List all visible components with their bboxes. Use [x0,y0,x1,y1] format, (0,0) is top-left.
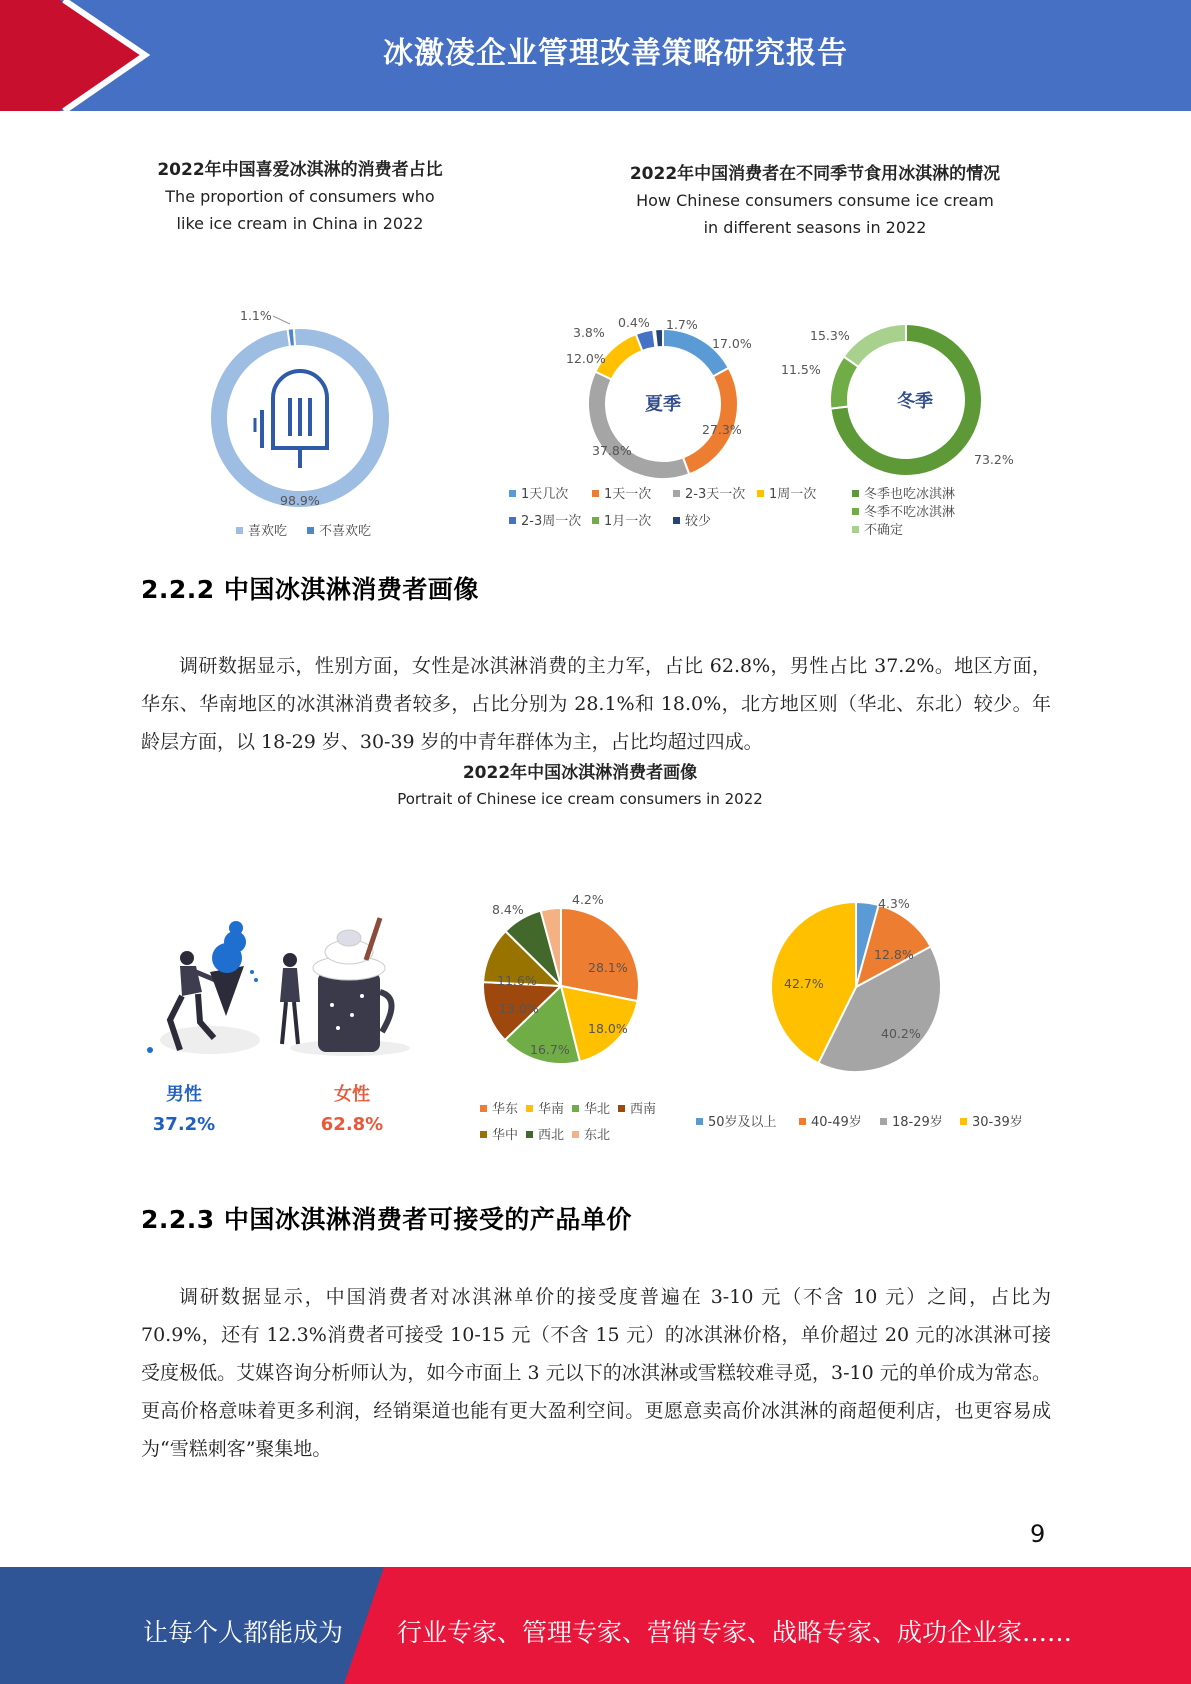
section-222-paragraph: 调研数据显示，性别方面，女性是冰淇淋消费的主力军，占比 62.8%，男性占比 37.2%。地区方面，华东、华南地区的冰淇淋消费者较多，占比分别为 28.1%和 18.0%，北方地区则（华北、东北）较少。年龄层方面，以 18-29 岁、30-39 岁的中青年群体为主，占比均超过四成。 [141,655,1051,753]
region-legend-3: 华北 [584,1102,611,1117]
figure3-title-en: Portrait of Chinese ice cream consumers in 2022 [397,790,763,808]
page-number: 9 [1030,1520,1046,1548]
female-value: 62.8% [320,1114,384,1135]
section-223-paragraph: 调研数据显示，中国消费者对冰淇淋单价的接受度普遍在 3-10 元（不含 10 元）之间，占比为 70.9%，还有 12.3%消费者可接受 10-15 元（不含 15 元）的冰淇淋价格，单价超过 20 元的冰淇淋可接受度极低。艾媒咨询分析师认为，如今市面上 3 元以下的冰淇淋或雪糕较难寻觅，3-10 元的单价成为常态。更高价格意味着更多利润，经销渠道也能有更大盈利空间。更愿意卖高价冰淇淋的商超便利店，也更容易成为“雪糕刺客”聚集地。 [141,1286,1051,1460]
figure3-title [350,761,810,814]
figure1-title-en-1: The proportion of consumers who [165,187,435,206]
age-label-3: 40.2% [881,1026,921,1041]
region-label-7: 4.2% [572,892,604,907]
summer-label-27: 27.3% [702,422,742,437]
male-figure-icon [147,921,260,1054]
figure2-title-en-2: in different seasons in 2022 [703,218,927,237]
figure3-title-cn: 2022年中国冰淇淋消费者画像 [462,763,698,783]
age-label-4: 42.7% [784,976,824,991]
summer-label-17small: 1.7% [666,317,698,332]
female-figure-icon [280,918,410,1056]
summer-label-3: 3.8% [573,325,605,340]
region-label-6: 8.4% [492,902,524,917]
region-label-1: 28.1% [588,960,628,975]
summer-slice-7 [655,329,663,347]
region-legend-2: 华南 [538,1102,565,1117]
page-header [0,0,1191,111]
like-label-big: 98.9% [280,493,320,508]
footer-right-text: 行业专家、管理专家、营销专家、战略专家、成功企业家…… [397,1618,1073,1647]
summer-slice-3 [588,372,689,479]
like-legend [236,523,371,539]
winter-center-label: 冬季 [897,391,933,412]
summer-legend-item-3: 2-3天一次 [685,487,746,502]
winter-label-73: 73.2% [974,452,1014,467]
like-label-small: 1.1% [240,308,272,323]
winter-legend-item-3: 不确定 [864,523,904,538]
summer-label-12: 12.0% [566,351,606,366]
winter-legend-item-1: 冬季也吃冰淇淋 [864,487,956,502]
gender-illustration [140,910,430,1060]
region-legend-1: 华东 [492,1102,519,1117]
age-legend-2: 40-49岁 [811,1115,862,1130]
age-label-1: 4.3% [878,896,910,911]
male-value: 37.2% [152,1114,216,1135]
summer-legend-item-1: 1天几次 [521,487,569,502]
region-label-3: 16.7% [530,1042,570,1057]
age-label-2: 12.8% [874,947,914,962]
region-legend-7: 东北 [584,1128,611,1143]
summer-legend-item-6: 1月一次 [604,514,652,529]
summer-label-17: 17.0% [712,336,752,351]
winter-legend [852,486,955,538]
summer-legend-item-2: 1天一次 [604,487,652,502]
like-ice-cream-slice-2 [288,328,295,346]
like-legend-item-1: 喜欢吃 [248,524,288,539]
top-charts [0,290,1191,550]
summer-label-04: 0.4% [618,315,650,330]
age-legend-4: 30-39岁 [972,1115,1023,1130]
region-slice-1 [561,908,639,1001]
summer-center-label: 夏季 [645,394,681,415]
winter-legend-item-2: 冬季不吃冰淇淋 [864,505,956,520]
winter-label-15: 15.3% [810,328,850,343]
region-legend-4: 西南 [630,1102,657,1117]
figure1-title [130,158,470,237]
winter-label-11: 11.5% [781,362,821,377]
winter-slice-3 [844,324,906,367]
like-legend-item-2: 不喜欢吃 [319,524,372,539]
summer-label-37: 37.8% [592,443,632,458]
portrait-charts [440,890,1060,1150]
region-legend [480,1101,656,1143]
footer-left-text: 让每个人都能成为 [143,1618,344,1647]
summer-legend [509,486,816,529]
summer-legend-item-7: 较少 [685,514,712,529]
male-label: 男性 [166,1084,202,1105]
section-222-heading: 2.2.2 中国冰淇淋消费者画像 [141,575,479,604]
summer-legend-item-4: 1周一次 [769,487,817,502]
summer-legend-item-5: 2-3周一次 [521,514,582,529]
region-label-4: 13.0% [499,1001,539,1016]
age-legend-3: 18-29岁 [892,1115,943,1130]
region-legend-6: 西北 [538,1128,565,1143]
figure2-title-en-1: How Chinese consumers consume ice cream [636,191,994,210]
figure2-title [580,162,1050,241]
ice-cream-bar-icon [255,371,327,468]
female-label: 女性 [334,1084,370,1105]
age-legend [696,1114,1023,1130]
figure2-title-cn: 2022年中国消费者在不同季节食用冰淇淋的情况 [629,164,1001,184]
age-legend-1: 50岁及以上 [708,1115,777,1130]
region-legend-5: 华中 [492,1128,519,1143]
figure1-title-cn: 2022年中国喜爱冰淇淋的消费者占比 [157,160,443,180]
section-223-heading: 2.2.3 中国冰淇淋消费者可接受的产品单价 [141,1205,632,1234]
figure1-title-en-2: like ice cream in China in 2022 [176,214,424,233]
region-label-2: 18.0% [588,1021,628,1036]
header-title: 冰激凌企业管理改善策略研究报告 [383,36,848,71]
region-label-5: 11.6% [497,973,537,988]
